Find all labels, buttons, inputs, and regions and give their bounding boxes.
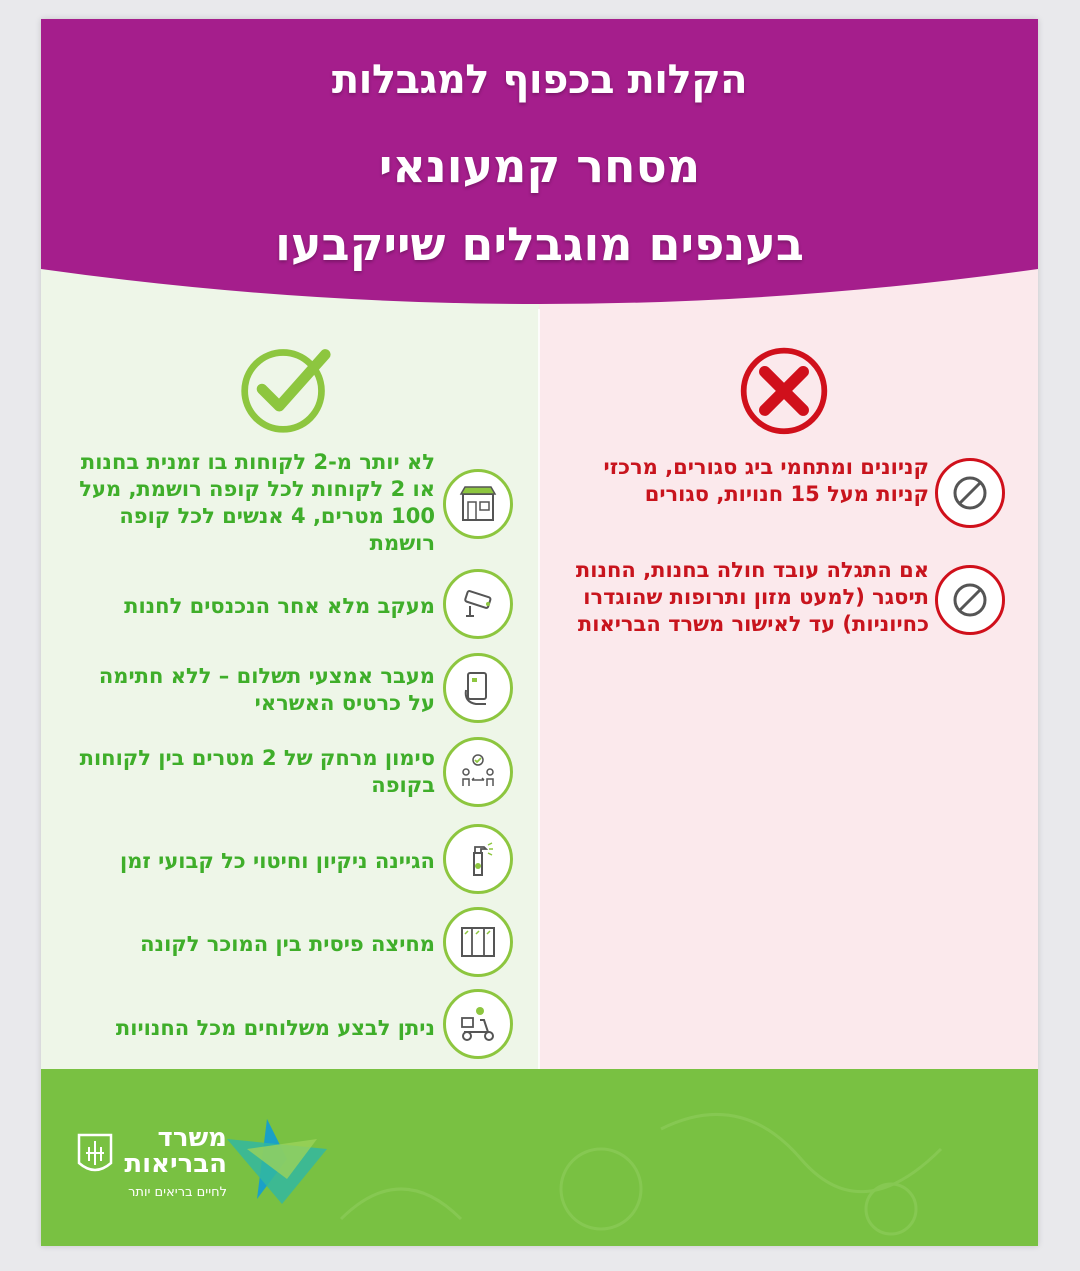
- ministry-logo: [77, 1119, 317, 1229]
- allowed-item: [71, 737, 521, 817]
- logo-text-line2: הבריאות: [124, 1149, 227, 1179]
- ministry-swoosh-icon: [227, 1119, 327, 1209]
- title-line-1: הקלות בכפוף למגבלות: [331, 57, 748, 103]
- red-x-icon: [736, 341, 832, 437]
- allowed-item: [71, 907, 521, 982]
- no-entry-icon: [935, 565, 1005, 635]
- allowed-item: [71, 449, 521, 569]
- allowed-item-text: ניתן לבצע משלוחים מכל החנויות: [115, 1016, 435, 1040]
- security-camera-icon: [443, 569, 513, 639]
- allowed-item-text: לא יותר מ-2 לקוחות בו זמנית בחנות או 2 לקוחות לכל קופה רושמת, מעל 100 מטרים, 4 אנשים לכל קופה רושמת: [79, 450, 435, 555]
- allowed-item-text: מעבר אמצעי תשלום – ללא חתימה על כרטיס האשראי: [98, 664, 435, 715]
- forbidden-item-text: אם התגלה עובד חולה בחנות, החנות תיסגר (למעט מזון ותרופות שהוגדרו כחיוניות) עד לאישור משרד הבריאות: [575, 558, 929, 636]
- distance-people-icon: [443, 737, 513, 807]
- delivery-scooter-icon: [443, 989, 513, 1059]
- allowed-item: [71, 824, 521, 899]
- allowed-item: [71, 653, 521, 733]
- logo-text-line1: משרד: [157, 1123, 227, 1153]
- title-line-2: מסחר קמעונאי: [378, 139, 701, 193]
- storefront-icon: [443, 469, 513, 539]
- partition-icon: [443, 907, 513, 977]
- logo-tagline: לחיים בריאים יותר: [128, 1185, 227, 1200]
- green-check-icon: [237, 341, 333, 437]
- allowed-item: [71, 989, 521, 1064]
- poster: [41, 19, 1038, 1246]
- forbidden-item: [561, 551, 1011, 671]
- column-divider: [538, 309, 540, 1069]
- allowed-item-text: מעקב מלא אחר הנכנסים לחנות: [124, 594, 435, 618]
- credit-card-hand-icon: [443, 653, 513, 723]
- allowed-item: [71, 569, 521, 644]
- title-line-3: בענפים מוגבלים שייקבעו: [275, 217, 804, 271]
- forbidden-item-text: קניונים ומתחמי ביג סגורים, מרכזי קניות מעל 15 חנויות, סגורים: [603, 455, 929, 506]
- allowed-item-text: הגיינה ניקיון וחיטוי כל קבועי זמן: [120, 849, 435, 873]
- forbidden-item: [561, 444, 1011, 524]
- spray-bottle-icon: [443, 824, 513, 894]
- no-entry-icon: [935, 458, 1005, 528]
- allowed-item-text: סימון מרחק של 2 מטרים בין לקוחות בקופה: [79, 746, 435, 797]
- state-emblem-icon: [77, 1133, 113, 1177]
- allowed-item-text: מחיצה פיסית בין המוכר לקונה: [140, 932, 435, 956]
